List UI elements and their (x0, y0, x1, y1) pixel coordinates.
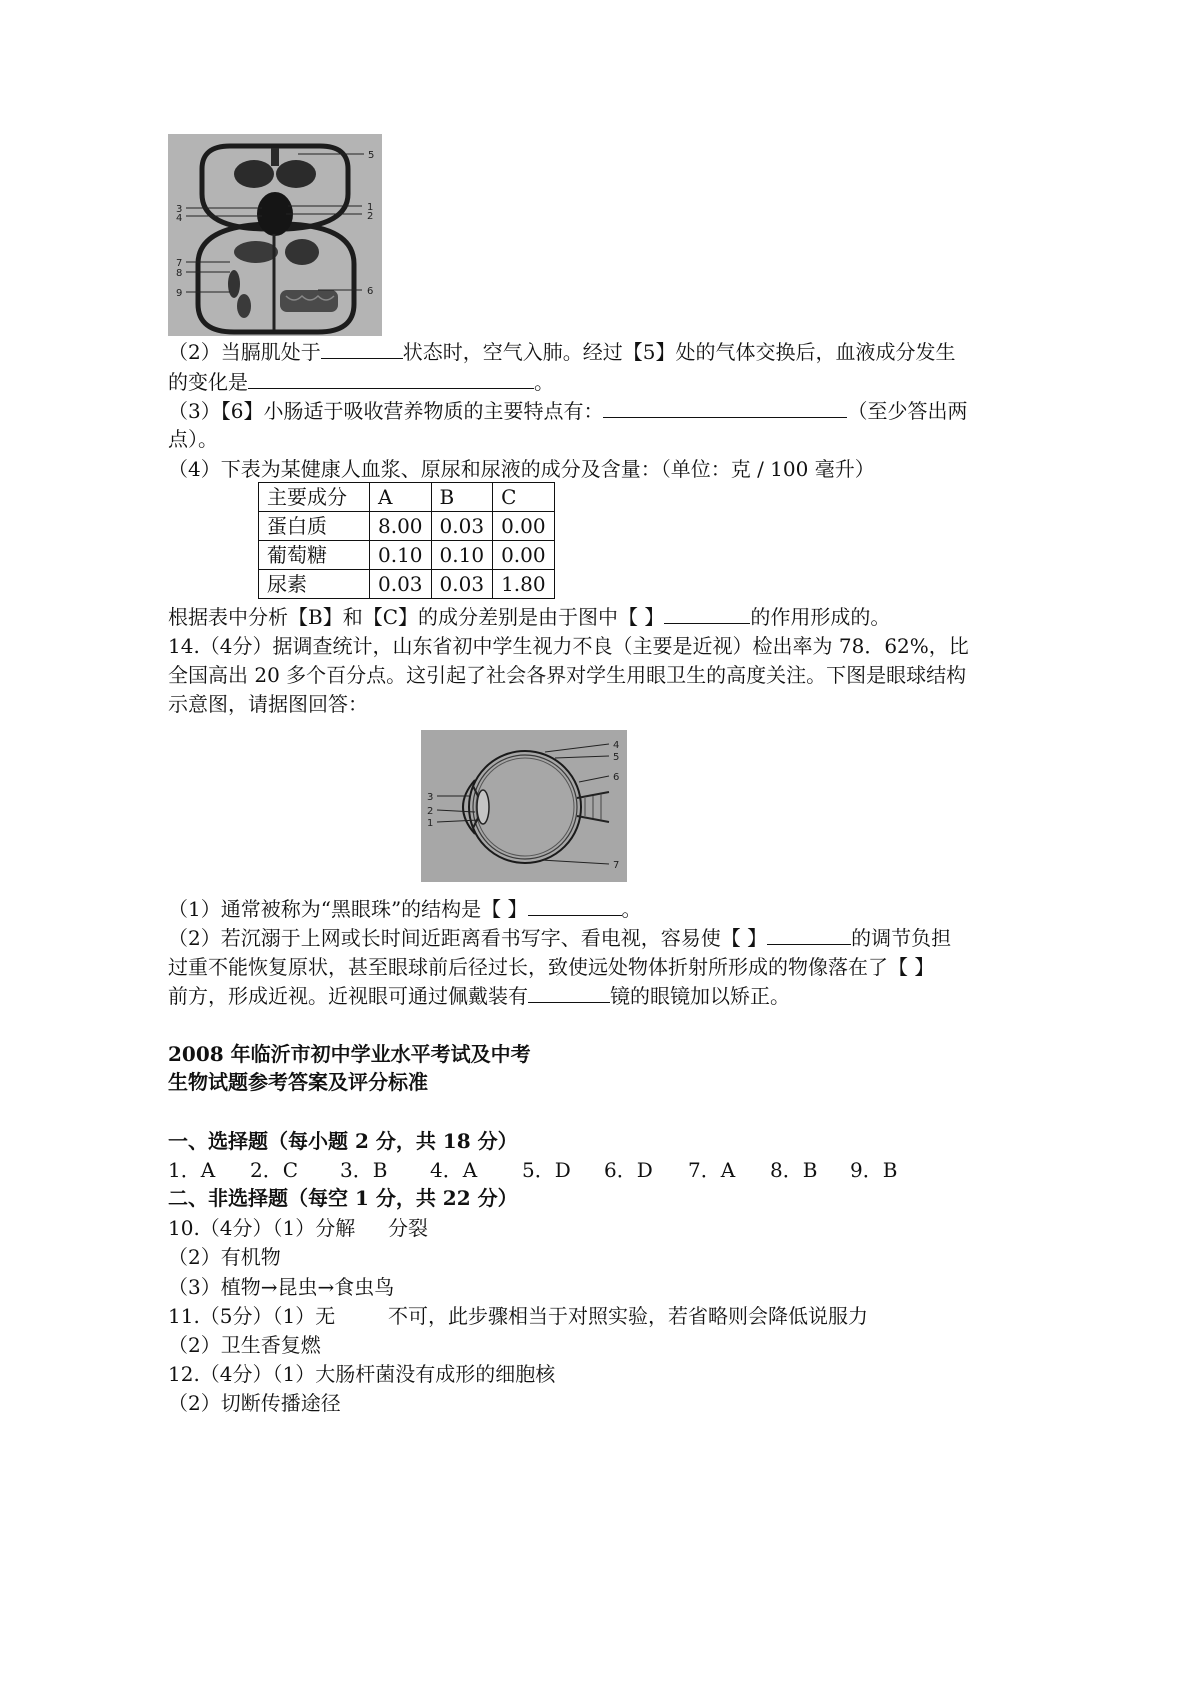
table-cell: 0.10 (370, 541, 432, 570)
table-cell: 葡萄糖 (259, 541, 370, 570)
question-text: 的作用形成的。 (750, 605, 891, 629)
answer-text: （2）卫生香复燃 (168, 1333, 321, 1357)
answer-text: （2）有机物 (168, 1245, 281, 1269)
heading-text: 2008 年临沂市初中学业水平考试及中考 (168, 1042, 531, 1066)
answer-text: 不可，此步骤相当于对照实验，若省略则会降低说服力 (388, 1304, 868, 1328)
question-text: 示意图，请据图回答： (168, 692, 368, 716)
figure-label: 4 (176, 213, 183, 224)
answer-blank (767, 926, 851, 945)
q14-stem-line2 (168, 661, 966, 689)
q14-part2-line2 (168, 953, 934, 981)
q13-part2-line1 (168, 338, 955, 366)
figure-label: 3 (176, 204, 183, 215)
question-text: 过重不能恢复原状，甚至眼球前后径过长，致使远处物体折射所形成的物像落在了【 】 (168, 955, 935, 979)
question-text: （3）【6】小肠适于吸收营养物质的主要特点有： (168, 399, 604, 423)
answer-blank (664, 605, 750, 624)
answer-item: 9．B (850, 1158, 898, 1182)
figure-label: 7 (613, 860, 620, 871)
figure-label: 8 (176, 268, 183, 279)
q14-part2-line3 (168, 982, 790, 1010)
table-cell: 0.00 (493, 541, 555, 570)
liver (234, 241, 278, 263)
figure-label: 5 (368, 150, 375, 161)
q14-part1 (168, 895, 642, 923)
answer-q11-line1 (168, 1302, 868, 1330)
section1-heading (168, 1127, 518, 1155)
question-text: 全国高出 20 多个百分点。这引起了社会各界对学生用眼卫生的高度关注。下图是眼球结构 (168, 663, 967, 687)
table-cell: 1.80 (493, 570, 555, 599)
answer-item: 1．A (168, 1158, 216, 1182)
answer-item: 4．A (430, 1158, 478, 1182)
answer-blank (528, 984, 610, 1003)
table-cell: 0.03 (431, 512, 493, 541)
figure-label: 4 (613, 740, 620, 751)
figure-label: 2 (367, 211, 374, 222)
question-text: 点）。 (168, 427, 218, 451)
question-text: 。 (621, 897, 642, 921)
answer-item: 3．B (340, 1158, 388, 1182)
table-cell: 蛋白质 (259, 512, 370, 541)
answer-item: 2．C (250, 1158, 299, 1182)
answer-item: 5．D (522, 1158, 571, 1182)
heading-text: 生物试题参考答案及评分标准 (168, 1070, 428, 1094)
answer-q10-line1 (168, 1214, 428, 1242)
figure-label: 6 (613, 772, 620, 783)
answer-text: 11.（5分）（1）无 (168, 1304, 336, 1328)
table-row (259, 512, 555, 541)
table-header-row (259, 483, 555, 512)
eyeball-structure-diagram (421, 730, 627, 882)
table-row (259, 570, 555, 599)
question-text: 镜的眼镜加以矫正。 (610, 984, 790, 1008)
left-lung (234, 160, 274, 188)
answer-item: 7．A (688, 1158, 736, 1182)
question-text: 的变化是 (168, 370, 248, 394)
answer-q10-line2 (168, 1243, 281, 1271)
answer-key-title-line1 (168, 1040, 531, 1068)
answer-text: （3）植物→昆虫→食虫鸟 (168, 1275, 395, 1299)
answer-q10-line3 (168, 1273, 394, 1301)
composition-table (258, 482, 555, 599)
answer-item: 8．B (770, 1158, 818, 1182)
answer-blank (528, 897, 622, 916)
q13-part2-line2 (168, 368, 554, 396)
trachea (271, 148, 279, 166)
q13-part3-line1 (168, 397, 967, 425)
answer-key-title-line2 (168, 1068, 428, 1096)
table-cell: 0.03 (370, 570, 432, 599)
table-cell: 尿素 (259, 570, 370, 599)
question-text: （至少答出两 (847, 399, 968, 423)
q14-stem-line1 (168, 632, 969, 660)
question-text: （2）若沉溺于上网或长时间近距离看书写字、看电视，容易使【 】 (168, 926, 768, 950)
answer-text: 10.（4分）（1）分解 (168, 1216, 356, 1240)
table-cell: 0.03 (431, 570, 493, 599)
answer-text: 分裂 (388, 1216, 428, 1240)
table-cell: 0.10 (431, 541, 493, 570)
q13-part4-intro (168, 455, 875, 483)
figure-label: 2 (427, 806, 434, 817)
q13-part4-question (168, 603, 890, 631)
heading-text: 二、非选择题（每空 1 分，共 22 分） (168, 1186, 518, 1210)
q14-part2-line1 (168, 924, 951, 952)
answer-blank (603, 399, 847, 418)
question-text: 的调节负担 (851, 926, 952, 950)
question-text: 根据表中分析【B】和【C】的成分差别是由于图中【 】 (168, 605, 665, 629)
answer-q11-line2 (168, 1331, 321, 1359)
table-row (259, 541, 555, 570)
question-text: 。 (534, 370, 554, 394)
lens (477, 790, 489, 824)
question-text: 14.（4分）据调查统计，山东省初中学生视力不良（主要是近视）检出率为 78．62%，比 (168, 634, 969, 658)
answer-item: 6．D (604, 1158, 653, 1182)
figure-label: 9 (176, 288, 183, 299)
table-header-cell: C (493, 483, 555, 512)
table-cell: 0.00 (493, 512, 555, 541)
answer-q12-line2 (168, 1389, 341, 1417)
stomach (285, 239, 319, 265)
table-header-cell: 主要成分 (259, 483, 370, 512)
heading-text: 一、选择题（每小题 2 分，共 18 分） (168, 1129, 518, 1153)
figure-label: 1 (427, 818, 434, 829)
kidney (237, 294, 251, 318)
answer-text: （2）切断传播途径 (168, 1391, 341, 1415)
section1-answers (168, 1156, 898, 1184)
figure-label: 3 (427, 792, 434, 803)
table-header-cell: A (370, 483, 432, 512)
right-lung (276, 160, 316, 188)
kidney (228, 270, 240, 298)
figure-label: 7 (176, 258, 183, 269)
question-text: （2）当膈肌处于 (168, 340, 321, 364)
question-text: （1）通常被称为“黑眼珠”的结构是【 】 (168, 897, 528, 921)
question-text: 前方，形成近视。近视眼可通过佩戴装有 (168, 984, 528, 1008)
table-header-cell: B (431, 483, 493, 512)
figure-label: 6 (367, 286, 374, 297)
answer-blank (321, 340, 403, 359)
answer-q12-line1 (168, 1360, 555, 1388)
answer-blank (248, 370, 534, 389)
q14-stem-line3 (168, 690, 368, 718)
section2-heading (168, 1184, 518, 1212)
figure-label: 1 (367, 202, 374, 213)
blood-circulation-diagram (168, 134, 382, 336)
answer-text: 12.（4分）（1）大肠杆菌没有成形的细胞核 (168, 1362, 556, 1386)
question-text: 状态时，空气入肺。经过【5】处的气体交换后，血液成分发生 (402, 340, 956, 364)
table-cell: 8.00 (370, 512, 432, 541)
figure-label: 5 (613, 752, 620, 763)
question-text: （4）下表为某健康人血浆、原尿和尿液的成分及含量：（单位：克 / 100 毫升） (168, 457, 875, 481)
small-intestine (280, 290, 338, 312)
q13-part3-line2 (168, 425, 218, 453)
